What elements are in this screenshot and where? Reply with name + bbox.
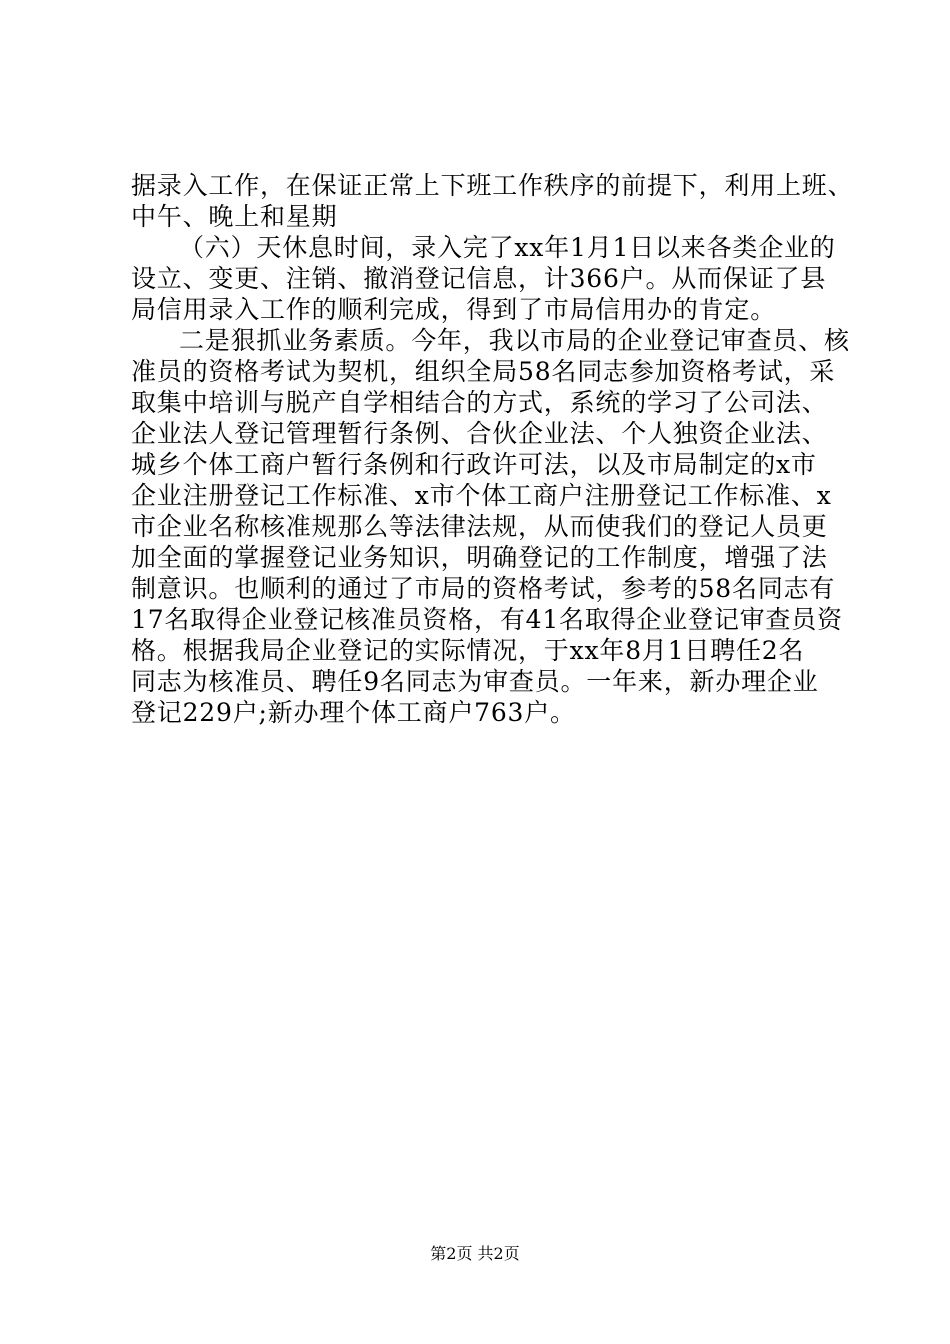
text-line: 登记229户;新办理个体工商户763户。 [131,698,576,727]
text-line: 据录入工作，在保证正常上下班工作秩序的前提下，利用上班、 [131,171,854,200]
text-line: 局信用录入工作的顺利完成，得到了市局信用办的肯定。 [131,295,777,324]
text-line: 市企业名称核准规那么等法律法规，从而使我们的登记人员更 [131,512,828,541]
text-line: 企业注册登记工作标准、x市个体工商户注册登记工作标准、x [131,481,832,510]
text-line: 中午、晚上和星期 [131,202,338,231]
paragraph-start-line: 二是狠抓业务素质。今年，我以市局的企业登记审查员、核 [179,326,850,355]
text-line: 取集中培训与脱产自学相结合的方式，系统的学习了公司法、 [131,388,828,417]
text-line: 格。根据我局企业登记的实际情况，于xx年8月1日聘任2名 [131,636,805,665]
paragraph-start-line: （六）天休息时间，录入完了xx年1月1日以来各类企业的 [179,233,836,262]
text-line: 企业法人登记管理暂行条例、合伙企业法、个人独资企业法、 [131,419,828,448]
text-line: 准员的资格考试为契机，组织全局58名同志参加资格考试，采 [131,357,836,386]
document-body [131,170,854,728]
page-number-footer: 第2页 共2页 [430,1244,520,1263]
text-line: 17名取得企业登记核准员资格，有41名取得企业登记审查员资 [131,605,843,634]
text-line: 设立、变更、注销、撤消登记信息，计366户。从而保证了县 [131,264,827,293]
text-line: 加全面的掌握登记业务知识，明确登记的工作制度，增强了法 [131,543,828,572]
text-line: 同志为核准员、聘任9名同志为审查员。一年来，新办理企业 [131,667,819,696]
text-line: 制意识。也顺利的通过了市局的资格考试，参考的58名同志有 [131,574,836,603]
text-line: 城乡个体工商户暂行条例和行政许可法，以及市局制定的x市 [131,450,817,479]
